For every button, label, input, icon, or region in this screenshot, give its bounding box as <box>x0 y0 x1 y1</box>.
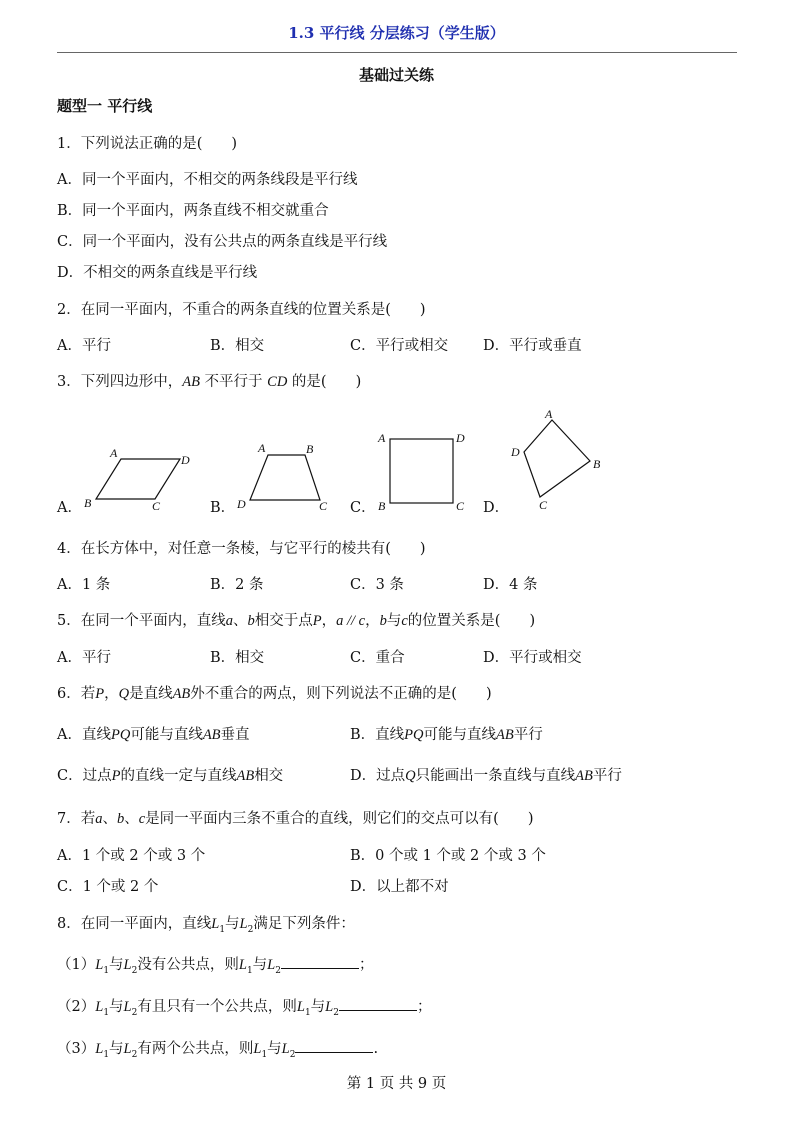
q8-item-2: $(2)L_1$与$L_2$有且只有一个公共点，则$L_1$与$L_2$ ； <box>57 995 431 1018</box>
q2-option-c: C．平行或相交 <box>350 338 449 354</box>
figure-a-vertex-a: A <box>110 446 118 460</box>
q2-stem: 2．在同一平面内，不重合的两条直线的位置关系是( ) <box>57 302 426 318</box>
figure-b-vertex-a: A <box>258 441 266 455</box>
question-type-heading: 题型一 平行线 <box>57 97 153 115</box>
figure-c-vertex-d: D <box>456 431 465 445</box>
q3-option-a-label: A． <box>57 500 82 516</box>
q4-option-b: B．2 条 <box>210 577 264 593</box>
q2-option-b: B．相交 <box>210 338 265 354</box>
q3-option-c-label: C． <box>350 500 376 516</box>
figure-c-vertex-a: A <box>378 431 386 445</box>
q6-option-c: C．过点P的直线一定与直线AB相交 <box>57 768 284 784</box>
q3-figure-b-trapezoid <box>236 441 328 513</box>
figure-a-vertex-d: D <box>181 453 190 467</box>
q1-option-b: B．同一个平面内，两条直线不相交就重合 <box>57 203 329 219</box>
q2-option-d: D．平行或垂直 <box>483 338 582 354</box>
q3-stem: 3．下列四边形中，AB 不平行于 CD 的是( ) <box>57 374 362 390</box>
q4-option-a: A．1 条 <box>57 577 111 593</box>
figure-d-vertex-d: D <box>511 445 520 459</box>
q6-option-a: A．直线PQ可能与直线AB垂直 <box>57 727 250 743</box>
figure-d-outline <box>524 420 590 497</box>
figure-c-outline <box>390 439 453 503</box>
q2-option-a: A．平行 <box>57 338 111 354</box>
figure-b-vertex-d: D <box>237 497 246 511</box>
header-title: 1.3 平行线 分层练习（学生版） <box>288 24 505 42</box>
q3-figure-a-parallelogram <box>84 446 190 513</box>
q7-option-d: D．以上都不对 <box>350 879 449 895</box>
page-footer: 第 1 页 共 9 页 <box>346 1076 447 1092</box>
q1-stem: 1．下列说法正确的是( ) <box>57 136 238 152</box>
q8-item-1: $(1)L_1$与$L_2$没有公共点，则$L_1$与$L_2$ ； <box>57 953 373 976</box>
figure-c-vertex-c: C <box>456 499 465 513</box>
q7-option-c: C．1 个或 2 个 <box>57 879 159 895</box>
q4-option-d: D．4 条 <box>483 577 538 593</box>
q5-option-b: B．相交 <box>210 650 265 666</box>
figure-a-outline <box>96 459 180 499</box>
q6-option-d: D．过点Q只能画出一条直线与直线AB平行 <box>350 768 622 784</box>
q1-option-d: D．不相交的两条直线是平行线 <box>57 265 258 281</box>
q7-option-b: B．0 个或 1 个或 2 个或 3 个 <box>350 848 546 864</box>
q7-option-a: A．1 个或 2 个或 3 个 <box>57 848 206 864</box>
q3-option-b-label: B． <box>210 500 236 516</box>
q5-option-d: D．平行或相交 <box>483 650 582 666</box>
q6-stem: 6．若P，Q是直线AB外不重合的两点，则下列说法不正确的是( ) <box>57 686 492 702</box>
q3-figures <box>0 0 793 540</box>
q8-blank-2[interactable] <box>339 996 417 1011</box>
q5-option-a: A．平行 <box>57 650 111 666</box>
q1-option-c: C．同一个平面内，没有公共点的两条直线是平行线 <box>57 234 388 250</box>
q3-figure-c-square <box>377 431 465 513</box>
figure-b-vertex-c: C <box>319 499 328 513</box>
q3-figure-d-quadrilateral <box>510 407 601 512</box>
q8-blank-3[interactable] <box>295 1038 373 1053</box>
figure-d-vertex-a: A <box>545 407 553 421</box>
figure-a-vertex-b: B <box>84 496 92 510</box>
q8-item-3: $(3)L_1$与$L_2$有两个公共点，则$L_1$与$L_2$ . <box>57 1037 378 1060</box>
q5-stem: 5．在同一个平面内，直线a、b相交于点P，a // c，b与c的位置关系是( ) <box>57 613 536 629</box>
q5-option-c: C．重合 <box>350 650 405 666</box>
figure-c-vertex-b: B <box>378 499 386 513</box>
q8-blank-1[interactable] <box>281 954 359 969</box>
q3-option-d-label: D． <box>483 500 510 516</box>
figure-d-vertex-b: B <box>593 457 601 471</box>
q4-stem: 4．在长方体中，对任意一条棱，与它平行的棱共有( ) <box>57 541 426 557</box>
q8-stem: 8．在同一平面内，直线$L_1$与$L_2$满足下列条件： <box>57 916 355 935</box>
figure-d-vertex-c: C <box>539 498 548 512</box>
q4-option-c: C．3 条 <box>350 577 404 593</box>
section-title: 基础过关练 <box>358 66 434 84</box>
figure-b-vertex-b: B <box>306 442 314 456</box>
q1-option-a: A．同一个平面内，不相交的两条线段是平行线 <box>57 172 358 188</box>
q6-option-b: B．直线PQ可能与直线AB平行 <box>350 727 543 743</box>
figure-a-vertex-c: C <box>152 499 161 513</box>
q7-stem: 7．若a、b、c是同一平面内三条不重合的直线，则它们的交点可以有( ) <box>57 811 534 827</box>
figure-b-outline <box>250 455 320 500</box>
